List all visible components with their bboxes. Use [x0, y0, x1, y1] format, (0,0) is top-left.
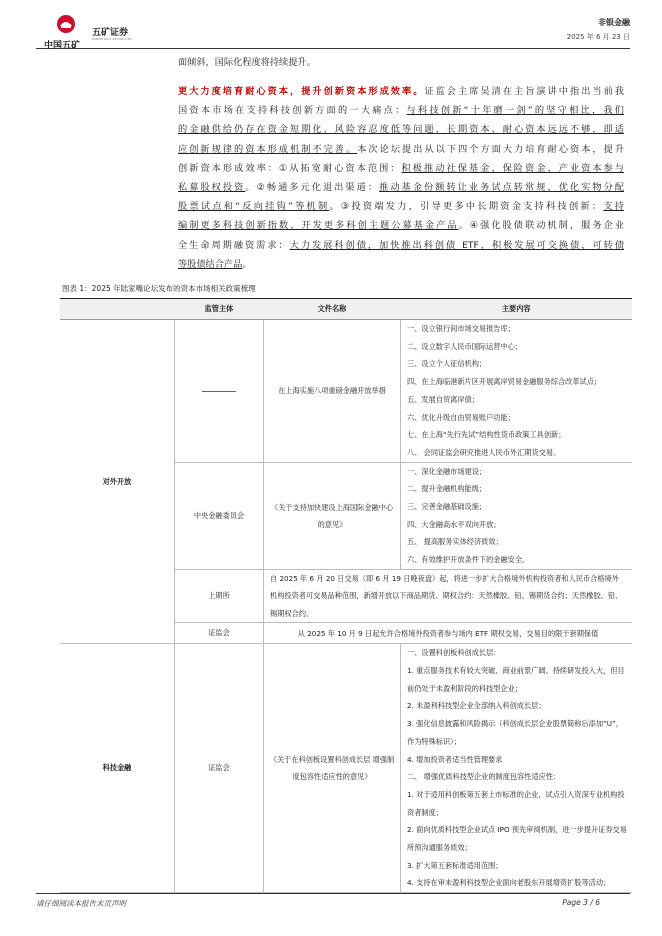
- underlined-text: 支持: [603, 201, 624, 213]
- underlined-text: 等股债结合产品: [178, 258, 243, 270]
- regulator-cell: [175, 320, 264, 463]
- category-opening-up: 对外开放: [60, 320, 175, 644]
- paragraph-line: [178, 216, 624, 235]
- content-item: 四、大金融高水平双向开放；: [407, 519, 501, 529]
- paragraph-line: [178, 159, 624, 178]
- content-item: 五、 提高服务实体经济质效；: [407, 537, 503, 547]
- content-item: 四、在上海临港新片区开展离岸贸易金融服务综合改革试点；: [407, 377, 602, 387]
- underlined-text: 积极推动社保基金、保险资金、产业资本参与: [401, 162, 624, 174]
- footer-disclaimer: 请仔细阅读本报告末页声明: [36, 899, 126, 908]
- text-run: 。④强化股债联动机制，服务企业: [458, 220, 624, 232]
- content-list: [401, 320, 633, 463]
- text-run: 。②畅通多元化退出渠道：: [245, 181, 380, 193]
- paragraph-line: [178, 178, 624, 197]
- category-tech-finance: 科技金融: [60, 644, 175, 893]
- text-run: 证监会主席吴清在主旨演讲中指出当前我: [424, 86, 624, 97]
- underlined-text: 应创新规律的资本形成机制不完善。: [178, 143, 358, 155]
- logo-text-china-minmetals: 中国五矿: [44, 41, 81, 51]
- regulator-cell: 证监会: [175, 644, 264, 893]
- underlined-text: 与科技创新“十年磨一剑”的坚守相比，我们: [406, 105, 624, 117]
- table-header-document: 文件名称: [264, 299, 401, 320]
- content-item: 二、 增强优质科技型企业的制度包容性适应性：: [407, 772, 561, 782]
- content-item: 3. 强化信息披露和风险揭示（科创成长层企业股票简称后添加“U”，作为特殊标识）；: [407, 719, 623, 746]
- content-item: 三、完善金融基础设施；: [407, 502, 487, 512]
- underlined-text: 私募股权投资: [178, 181, 246, 193]
- table-header-regulator: 监管主体: [175, 299, 264, 320]
- content-item: 五、发展自贸离岸债；: [407, 394, 479, 404]
- paragraph-line: [178, 82, 624, 101]
- footer-divider: [36, 893, 630, 894]
- page-number: Page 3 / 6: [562, 898, 600, 907]
- document-cell: 《关于支持加快建设上海国际金融中心的意见》: [264, 462, 401, 569]
- text-run: 。③投资端发力，引导更多中长期资金支持科技创新：: [329, 201, 604, 213]
- content-list: [401, 462, 633, 569]
- text-run: 创新资本形成效率：①从拓宽耐心资本范围：: [178, 162, 402, 174]
- table-row: [60, 644, 632, 893]
- text-run: 全生命周期融资需求：: [178, 239, 290, 251]
- report-sector-title: 非银金融: [598, 18, 630, 27]
- paragraph-line: [178, 101, 624, 120]
- content-merged-cell: 自 2025 年 6 月 20 日交易（即 6 月 19 日晚夜盘）起，将进一步扩大合格境外机构投资者和人民币合格境外机构投资者可交易品种范围，新增开放以下商品期货、期权合约：天然橡胶、铅、锡期货合约；天然橡胶、铅、锡期权合约。: [264, 569, 633, 623]
- header-divider: [36, 48, 630, 49]
- content-item: 4. 增加投资者适当性管理要求: [407, 754, 503, 764]
- regulator-cell: 证监会: [175, 623, 264, 644]
- logo-subtext: MINMETALS SECURITIES: [92, 37, 132, 41]
- content-item: 二、设立数字人民币国际运营中心；: [407, 341, 523, 351]
- paragraph-line: [178, 255, 624, 274]
- document-cell: 《关于在科创板设置科创成长层 增强制度包容性适应性的意见》: [264, 644, 401, 893]
- underlined-text: 股票试点和“反向挂钩”等机制: [178, 201, 330, 213]
- empty-dash: [202, 391, 236, 392]
- content-item: 一、设置科创板科创成长层：: [407, 648, 501, 658]
- paragraph-line: [178, 120, 624, 139]
- content-item: 一、设立银行间市场交易报告库；: [407, 324, 515, 333]
- content-item: 八、 会同证监会研究推进人民币外汇期货交易。: [407, 447, 561, 457]
- content-item: 1. 对于适用科创板第五套上市标准的企业，试点引入资深专业机构投资者制度；: [407, 789, 625, 817]
- content-item: 六、优化升级自由贸易账户功能；: [407, 412, 515, 422]
- report-date: 2025 年 6 月 23 日: [566, 33, 630, 41]
- document-cell: 在上海实施八项重磅金融开放举措: [264, 320, 401, 463]
- content-item: 3. 扩大第五套标准适用范围；: [407, 860, 503, 870]
- text-run: 。: [242, 258, 252, 270]
- intro-line: 面倾斜，国际化程度将持续提升。: [178, 57, 316, 68]
- policy-table: [60, 298, 632, 893]
- content-item: 4. 支持在审未盈利科技型企业面向老股东开展增资扩股等活动；: [407, 878, 611, 888]
- underlined-text: 的金融供给仍存在资金短期化、风险容忍度低等问题，长期资本、耐心资本远远不够，即适: [178, 124, 624, 136]
- content-merged-cell: 从 2025 年 10 月 9 日起允许合格境外投资者参与场内 ETF 期权交易，交易目的限于套期保值: [264, 623, 633, 644]
- logo-text-minmetals-securities: 五矿证券: [92, 28, 129, 38]
- content-item: 七、在上海“先行先试”结构性货币政策工具创新；: [407, 430, 566, 440]
- text-run: 本次论坛提出从以下四个方面大力培育耐心资本，提升: [357, 143, 624, 155]
- content-item: 三、设立个人征信机构；: [407, 359, 487, 369]
- table-header-row: [60, 299, 632, 320]
- content-item: 2. 面向优质科技型企业试点 IPO 预先审阅机制，进一步提升证券交易所预沟通服务质效；: [407, 825, 627, 853]
- content-item: 二、提升金融机构能级；: [407, 484, 487, 494]
- underlined-text: 大力发展科创债，加快推出科创债 ETF，积极发展可交换债、可转债: [289, 239, 624, 251]
- highlight-text: 更大力度培育耐心资本，提升创新资本形成效率。: [178, 86, 425, 97]
- content-item: 2. 未盈利科技型企业全部纳入科创成长层；: [407, 701, 546, 711]
- china-minmetals-logo-icon: [56, 14, 76, 34]
- body-paragraph: [178, 82, 624, 274]
- content-list: [401, 644, 633, 893]
- underlined-text: 推动基金份额转让业务试点转常规，优化实物分配: [379, 181, 624, 193]
- content-item: 六、有效维护开放条件下的金融安全。: [407, 555, 530, 565]
- table-header-category: [60, 299, 175, 320]
- figure-caption: 图表 1：2025 年陆家嘴论坛发布的资本市场相关政策梳理: [62, 284, 256, 293]
- content-item: 1. 重点服务技术有较大突破、商业前景广阔、持续研发投入大，但目前仍处于未盈利阶段的科技型企业；: [407, 666, 625, 693]
- content-item: 一、深化金融市场建设；: [407, 466, 487, 476]
- table-row: [60, 320, 632, 463]
- text-run: 国资本市场在支持科技创新方面的一大痛点：: [178, 105, 407, 117]
- table-header-content: 主要内容: [401, 299, 633, 320]
- paragraph-line: [178, 197, 624, 216]
- underlined-text: 编制更多科技创新指数、开发更多科创主题公募基金产品: [178, 220, 459, 232]
- paragraph-line: [178, 140, 624, 159]
- regulator-cell: 中央金融委员会: [175, 462, 264, 569]
- regulator-cell: 上期所: [175, 569, 264, 623]
- paragraph-line: [178, 236, 624, 255]
